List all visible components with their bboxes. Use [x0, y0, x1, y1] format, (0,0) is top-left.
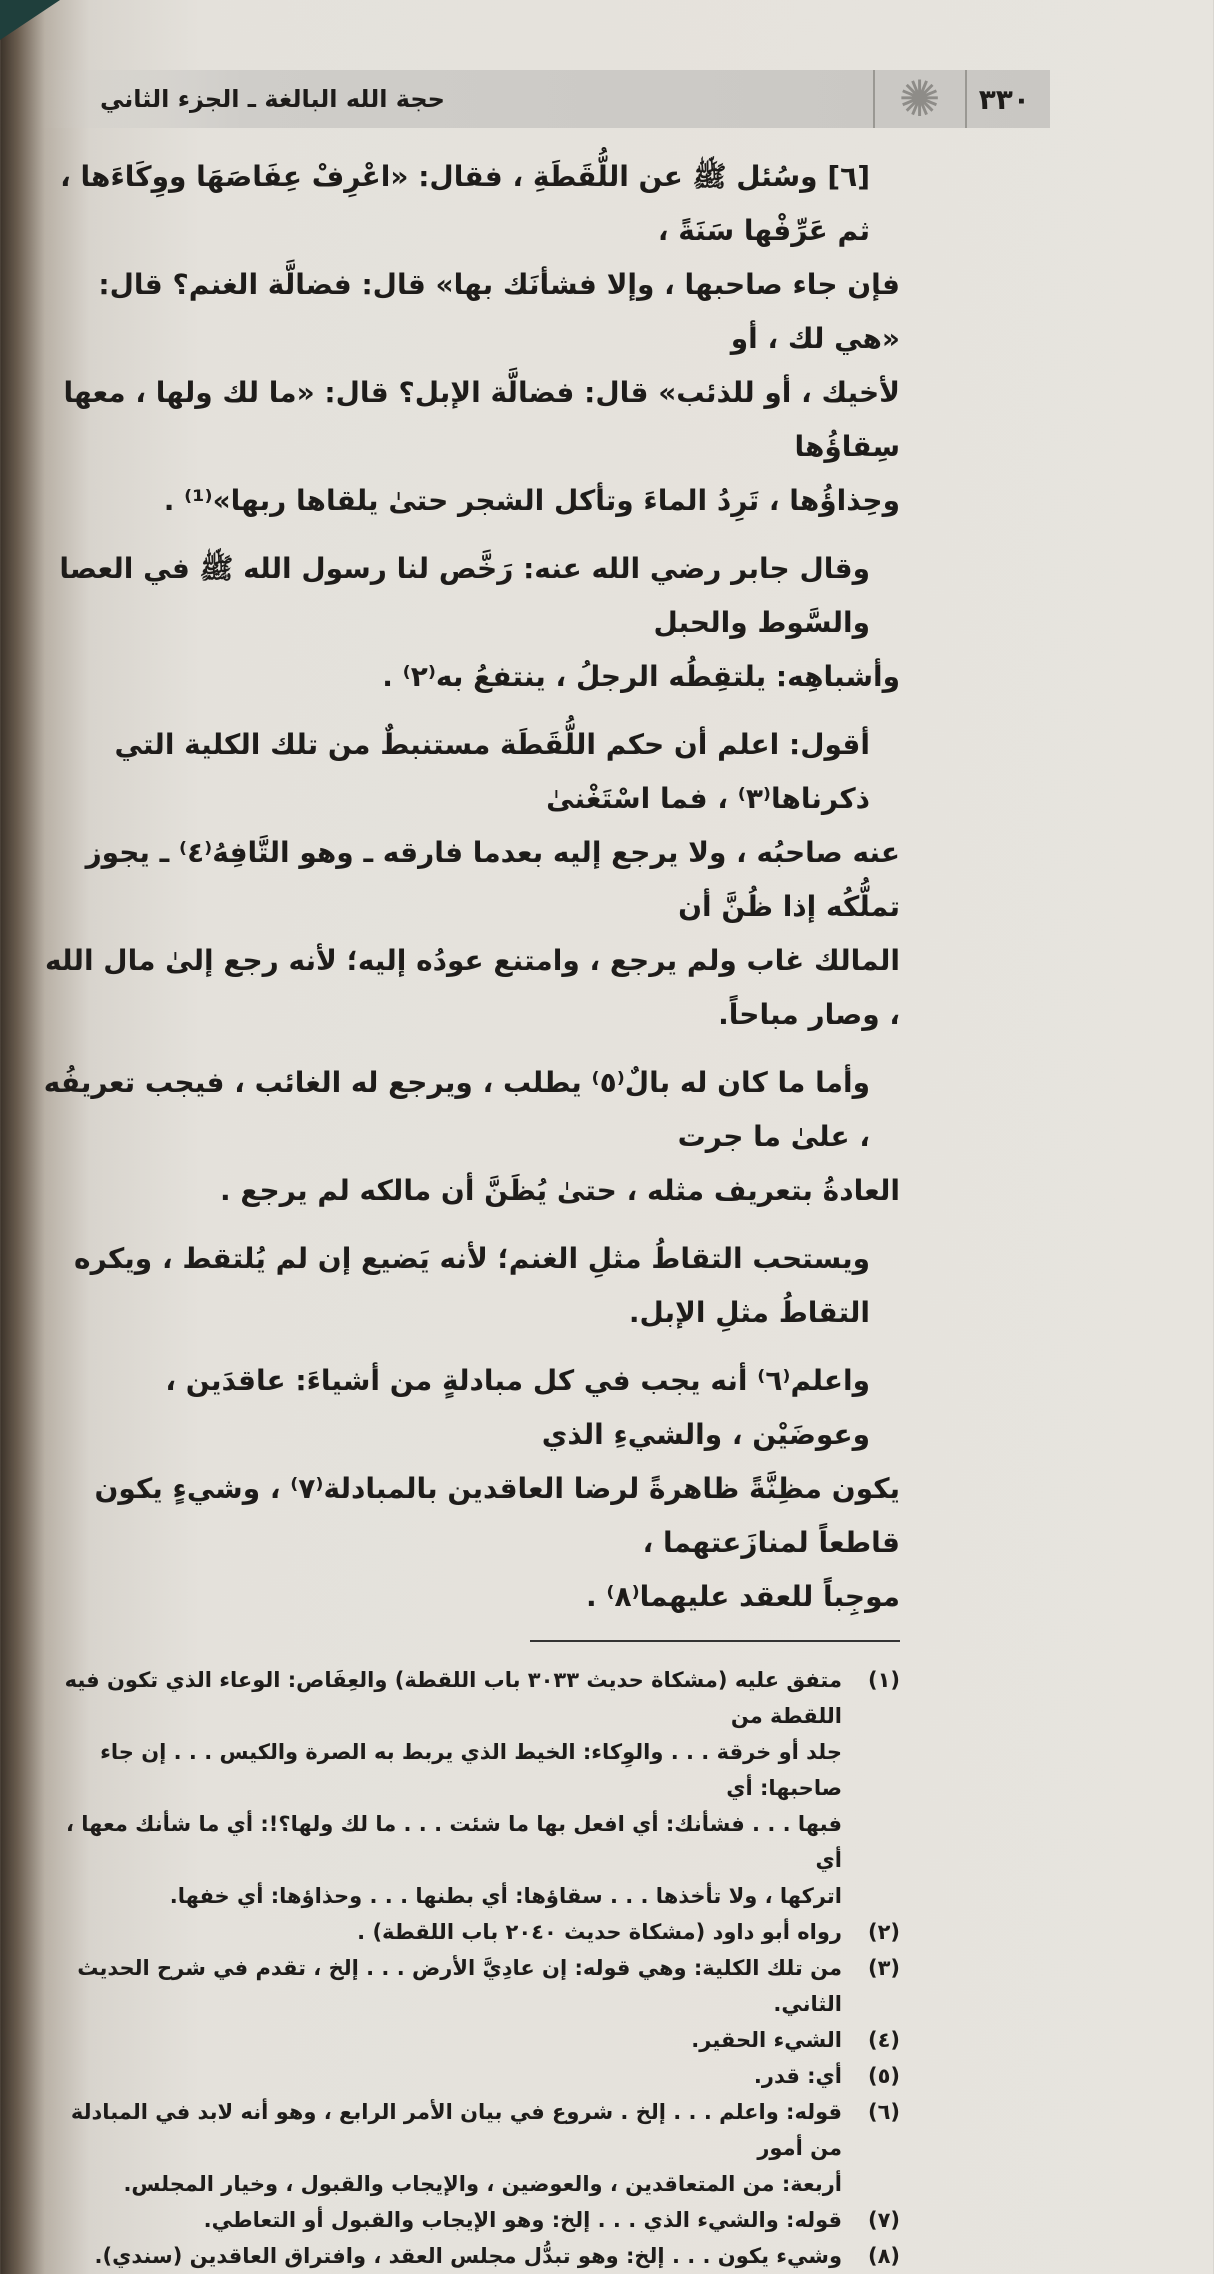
text-line: واعلم⁽٦⁾ أنه يجب في كل مبادلةٍ من أشياءَ: عاقدَين ، وعوضَيْن ، والشيءِ الذي: [165, 1364, 870, 1451]
footnote-number: (٤): [867, 2028, 900, 2052]
running-header: [40, 70, 1050, 128]
footnote: [40, 2022, 900, 2058]
text-line: المالك غاب ولم يرجع ، وامتنع عودُه إليه؛ لأنه رجع إلىٰ مال الله ، وصار مباحاً.: [45, 944, 900, 1031]
footnote-number: (٥): [867, 2064, 900, 2088]
footnote-line: متفق عليه (مشكاة حديث ٣٠٣٣ باب اللقطة) والعِفَاص: الوعاء الذي تكون فيه اللقطة من: [64, 1668, 842, 1728]
footnote-line: رواه أبو داود (مشكاة حديث ٢٠٤٠ باب اللقطة) .: [357, 1920, 842, 1944]
footnote: [40, 2058, 900, 2094]
footnote-number: (٨): [867, 2244, 900, 2268]
footnote: [40, 1950, 900, 2022]
footnote-number: (١): [867, 1668, 900, 1692]
footnote-number: (٧): [867, 2208, 900, 2232]
text-line: أقول: اعلم أن حكم اللُّقَطَة مستنبطٌ من تلك الكلية التي ذكرناها⁽٣⁾ ، فما اسْتَغْنىٰ: [114, 728, 870, 815]
footnote: [40, 2202, 900, 2238]
footnote-number: (٦): [867, 2100, 900, 2124]
header-divider: [873, 70, 875, 128]
footnote-line: جلد أو خرقة . . . والوِكاء: الخيط الذي يربط به الصرة والكيس . . . إن جاء صاحبها: أي: [100, 1740, 842, 1800]
footnote-text: [40, 2238, 842, 2274]
text-line: وأشباهِه: يلتقِطُه الرجلُ ، ينتفعُ به⁽٢⁾ .: [382, 660, 900, 693]
text-line: وقال جابر رضي الله عنه: رَخَّص لنا رسول الله ﷺ في العصا والسَّوط والحبل: [59, 552, 870, 639]
arabesque-ornament-icon: ✺: [898, 70, 941, 128]
footnote-text: [40, 1914, 842, 1950]
footnote-text: [40, 2202, 842, 2238]
background-corner: [0, 0, 60, 40]
book-title: حجة الله البالغة ـ الجزء الثاني: [100, 85, 445, 113]
text-line: عنه صاحبُه ، ولا يرجع إليه بعدما فارقه ـ وهو التَّافِهُ⁽٤⁾ ـ يجوز تملُّكُه إذا ظُنَّ أن: [85, 836, 900, 923]
footnote-text: [40, 1662, 842, 1914]
text-line: موجِباً للعقد عليهما⁽٨⁾ .: [586, 1580, 900, 1613]
paragraph: [40, 718, 900, 1042]
text-line: وحِذاؤُها ، تَرِدُ الماءَ وتأكل الشجر حتىٰ يلقاها ربها»⁽¹⁾ .: [163, 484, 900, 517]
text-line: وأما ما كان له بالٌ⁽٥⁾ يطلب ، ويرجع له الغائب ، فيجب تعريفُه ، علىٰ ما جرت: [43, 1066, 870, 1153]
paragraph: [40, 1056, 900, 1218]
footnote-line: قوله: واعلم . . . إلخ . شروع في بيان الأمر الرابع ، وهو أنه لابد في المبادلة من أمور: [70, 2100, 842, 2160]
page-number: ٣٣٠: [978, 82, 1030, 116]
paragraph: [40, 1232, 900, 1340]
footnote-text: [40, 2094, 842, 2202]
footnote-text: [40, 2022, 842, 2058]
text-line: العادةُ بتعريف مثله ، حتىٰ يُظَنَّ أن مالكه لم يرجع .: [219, 1174, 900, 1207]
footnote: [40, 2094, 900, 2202]
text-line: يكون مظِنَّةً ظاهرةً لرضا العاقدين بالمبادلة⁽٧⁾ ، وشيءٍ يكون قاطعاً لمنازَعتهما ،: [94, 1472, 900, 1559]
footnotes: [40, 1662, 900, 2274]
footnote-line: وشيء يكون . . . إلخ: وهو تبدُّل مجلس العقد ، وافتراق العاقدين (سندي).: [94, 2244, 842, 2268]
footnote: [40, 1662, 900, 1914]
footnote-separator: [530, 1640, 900, 1642]
footnote: [40, 2238, 900, 2274]
footnote-line: قوله: والشيء الذي . . . إلخ: وهو الإيجاب والقبول أو التعاطي.: [203, 2208, 842, 2232]
footnote: [40, 1914, 900, 1950]
header-divider: [965, 70, 967, 128]
text-line: لأخيك ، أو للذئب» قال: فضالَّة الإبل؟ قال: «ما لك ولها ، معها سِقاؤُها: [63, 376, 900, 463]
footnote-text: [40, 1950, 842, 2022]
paragraph: [40, 1354, 900, 1624]
text-line: فإن جاء صاحبها ، وإلا فشأنَك بها» قال: فضالَّة الغنم؟ قال: «هي لك ، أو: [98, 268, 900, 355]
footnote-line: من تلك الكلية: وهي قوله: إن عادِيَّ الأرض . . . إلخ ، تقدم في شرح الحديث الثاني.: [77, 1956, 842, 2016]
footnote-line: أربعة: من المتعاقدين ، والعوضين ، والإيجاب والقبول ، وخيار المجلس.: [123, 2172, 842, 2196]
text-line: [٦] وسُئل ﷺ عن اللُّقَطَةِ ، فقال: «اعْرِفْ عِفَاصَهَا ووِكَاءَها ، ثم عَرِّفْها سَنَةً ،: [60, 160, 870, 247]
footnote-number: (٣): [867, 1956, 900, 1980]
paragraph: [40, 150, 900, 528]
footnote-text: [40, 2058, 842, 2094]
page-content: [40, 150, 900, 2274]
footnote-line: اتركها ، ولا تأخذها . . . سقاؤها: أي بطنها . . . وحذاؤها: أي خفها.: [169, 1884, 842, 1908]
text-line: ويستحب التقاطُ مثلِ الغنم؛ لأنه يَضيع إن لم يُلتقط ، ويكره التقاطُ مثلِ الإبل.: [74, 1242, 870, 1329]
footnote-line: أي: قدر.: [753, 2064, 842, 2088]
footnote-line: فبها . . . فشأنك: أي افعل بها ما شئت . . . ما لك ولها؟!: أي ما شأنك معها ، أي: [65, 1812, 842, 1872]
paragraph: [40, 542, 900, 704]
footnote-line: الشيء الحقير.: [691, 2028, 842, 2052]
main-text: [40, 150, 900, 1624]
footnote-number: (٢): [867, 1920, 900, 1944]
